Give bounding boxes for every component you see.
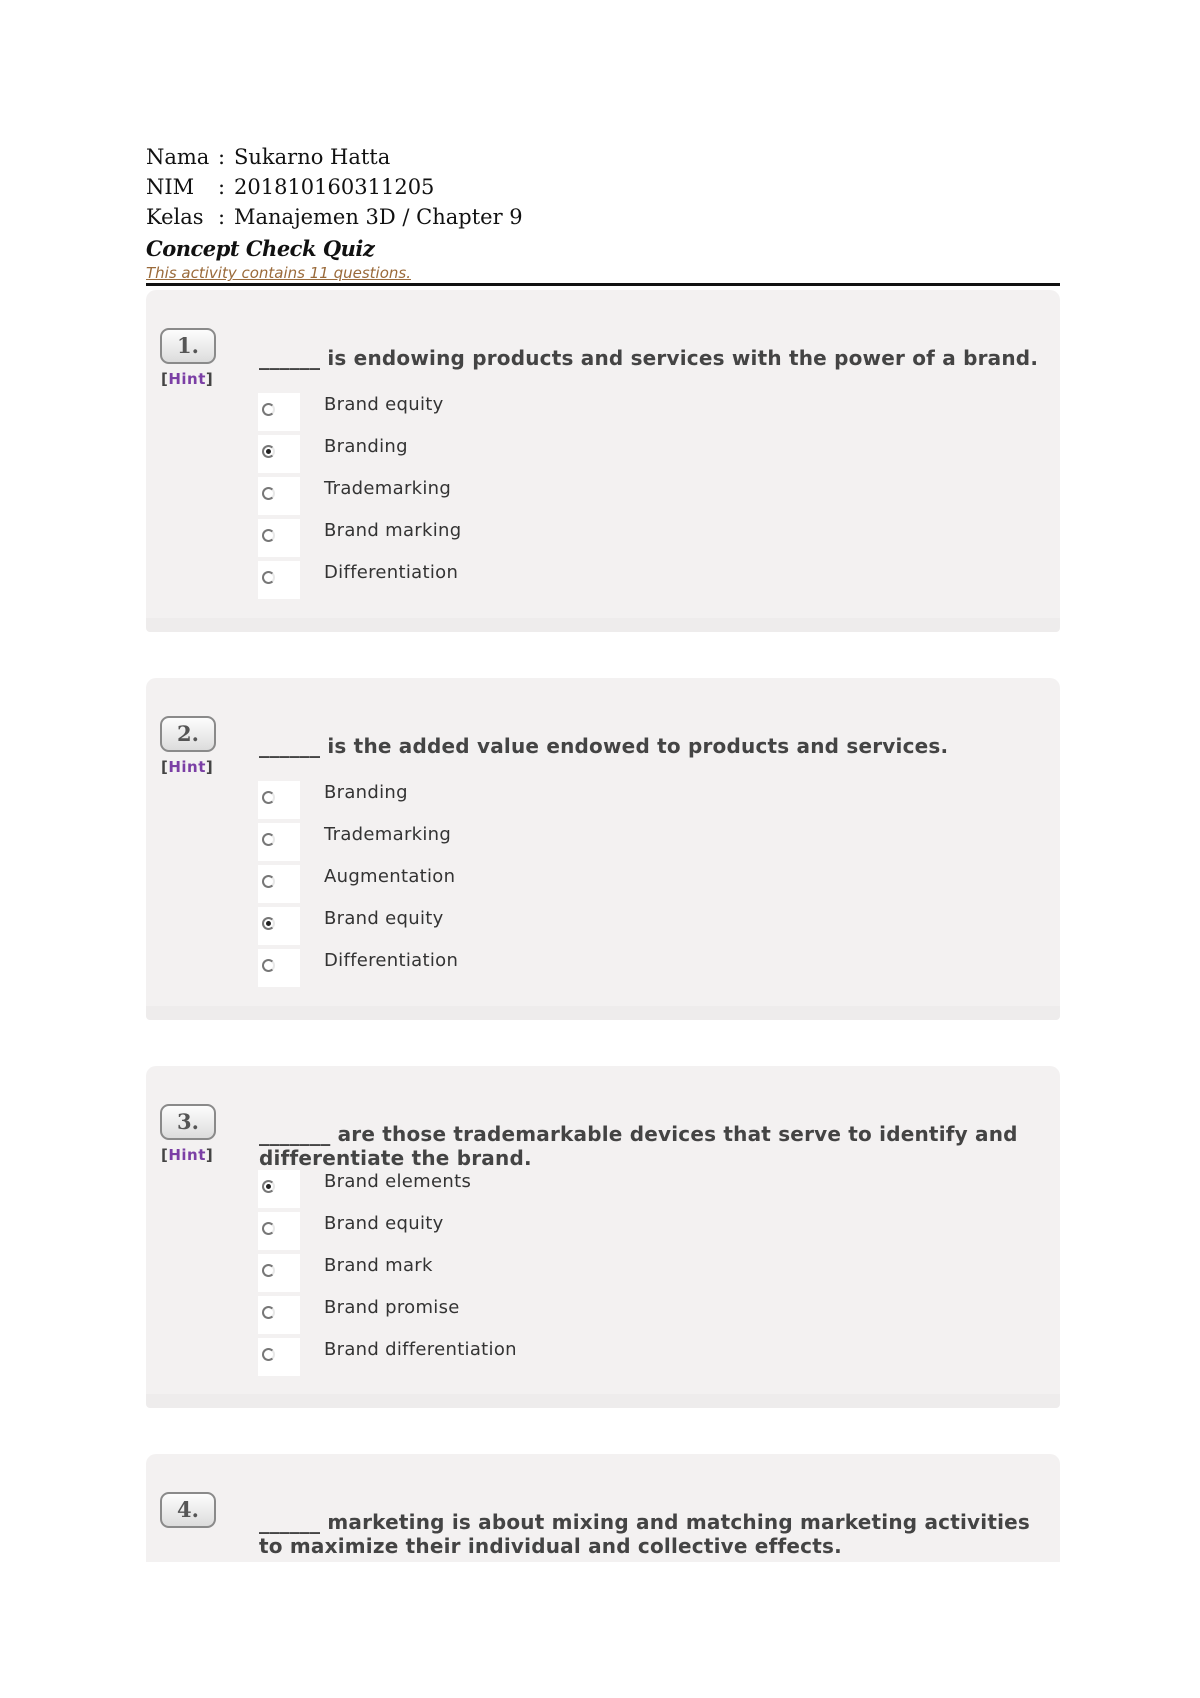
radio-button[interactable] (262, 403, 275, 416)
option-label: Brand equity (324, 908, 444, 929)
radio-button-selected[interactable] (262, 445, 275, 458)
radio-button[interactable] (262, 1264, 275, 1277)
card-footer-strip (146, 618, 1060, 632)
question-card-3 (146, 1066, 1060, 1408)
info-row-nim (146, 172, 523, 202)
question-text: ______ is endowing products and services with the power of a brand. (259, 346, 1039, 370)
quiz-title: Concept Check Quiz (146, 236, 375, 261)
radio-button[interactable] (262, 791, 275, 804)
option-label: Brand mark (324, 1255, 433, 1276)
option-label: Brand differentiation (324, 1339, 517, 1360)
option-label: Trademarking (324, 478, 452, 499)
info-colon: : (218, 205, 226, 229)
hint-link[interactable]: [Hint] (161, 1146, 214, 1164)
info-label: NIM (146, 175, 195, 199)
radio-button[interactable] (262, 529, 275, 542)
option-label: Brand promise (324, 1297, 460, 1318)
radio-button[interactable] (262, 833, 275, 846)
question-number-badge: 3. (160, 1104, 216, 1140)
option-label: Augmentation (324, 866, 456, 887)
info-row-kelas (146, 202, 523, 232)
option-label: Brand elements (324, 1171, 472, 1192)
question-text: ______ marketing is about mixing and matching marketing activities to maximize their individual and collective effects. (259, 1510, 1031, 1558)
info-value: 201810160311205 (234, 175, 435, 199)
card-footer-strip (146, 1006, 1060, 1020)
radio-button[interactable] (262, 875, 275, 888)
option-label: Trademarking (324, 824, 452, 845)
question-card-1 (146, 290, 1060, 632)
info-label: Kelas (146, 205, 204, 229)
question-card-2 (146, 678, 1060, 1020)
radio-button-selected[interactable] (262, 1180, 275, 1193)
quiz-subtitle[interactable]: This activity contains 11 questions. (146, 264, 411, 282)
info-colon: : (218, 175, 226, 199)
question-number-badge: 2. (160, 716, 216, 752)
option-label: Differentiation (324, 950, 459, 971)
radio-button-selected[interactable] (262, 917, 275, 930)
student-info (146, 142, 523, 232)
question-number-badge: 4. (160, 1492, 216, 1528)
info-row-nama (146, 142, 523, 172)
option-label: Branding (324, 436, 408, 457)
radio-button[interactable] (262, 1306, 275, 1319)
page-bottom-margin (0, 1562, 1200, 1698)
question-text: _______ are those trademarkable devices that serve to identify and differentiate the brand. (259, 1122, 1018, 1170)
header-divider (146, 283, 1060, 286)
option-label: Brand marking (324, 520, 462, 541)
radio-button[interactable] (262, 1348, 275, 1361)
hint-link[interactable]: [Hint] (161, 758, 214, 776)
option-label: Brand equity (324, 394, 444, 415)
info-colon: : (218, 145, 226, 169)
option-label: Branding (324, 782, 408, 803)
radio-button[interactable] (262, 487, 275, 500)
info-value: Manajemen 3D / Chapter 9 (234, 205, 523, 229)
option-label: Brand equity (324, 1213, 444, 1234)
radio-button[interactable] (262, 571, 275, 584)
info-label: Nama (146, 145, 210, 169)
hint-link[interactable]: [Hint] (161, 370, 214, 388)
option-label: Differentiation (324, 562, 459, 583)
question-text: ______ is the added value endowed to products and services. (259, 734, 949, 758)
radio-button[interactable] (262, 1222, 275, 1235)
info-value: Sukarno Hatta (234, 145, 391, 169)
radio-button[interactable] (262, 959, 275, 972)
card-footer-strip (146, 1394, 1060, 1408)
question-number-badge: 1. (160, 328, 216, 364)
